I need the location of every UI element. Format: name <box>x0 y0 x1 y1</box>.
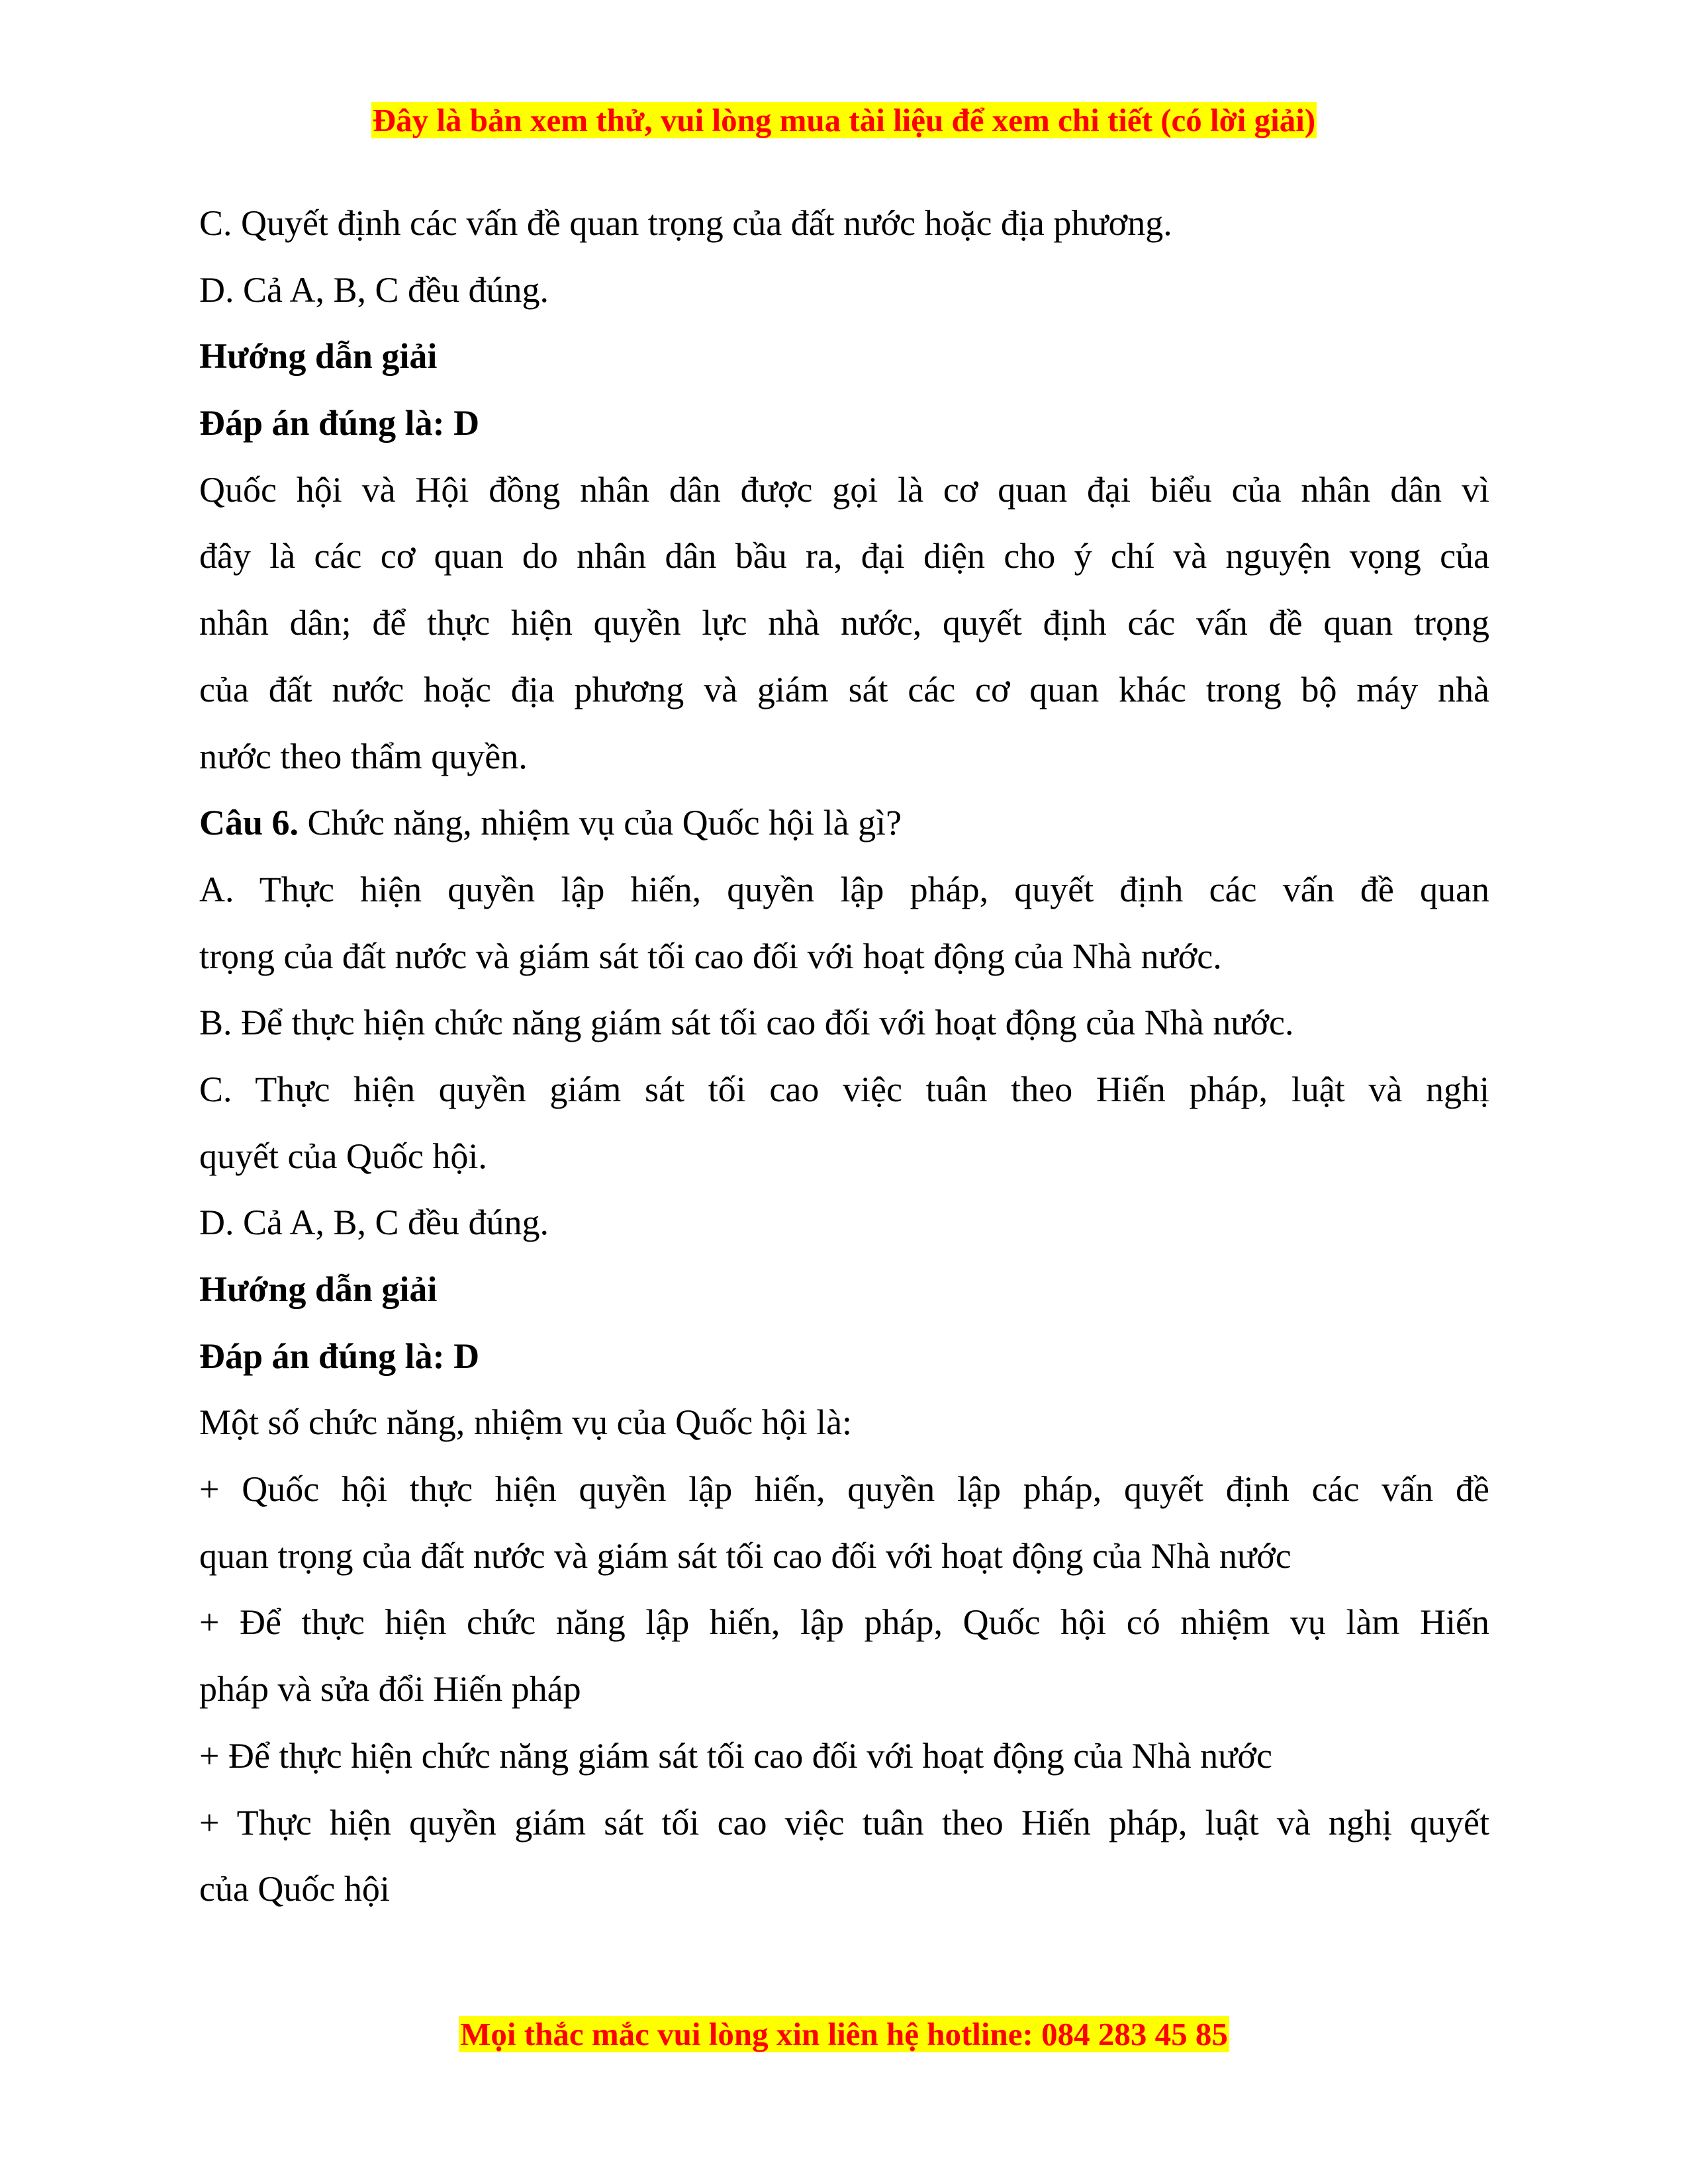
bold-text: Đáp án đúng là: D <box>199 403 480 443</box>
text-line <box>199 790 1489 856</box>
line-text: D. Cả A, B, C đều đúng. <box>199 269 549 310</box>
text-line <box>199 1256 1489 1323</box>
text-line <box>199 989 1489 1056</box>
line-text: của Quốc hội <box>199 1869 390 1909</box>
text-line <box>199 1723 1489 1790</box>
text-line <box>199 657 1489 723</box>
line-text: Chức năng, nhiệm vụ của Quốc hội là gì? <box>299 803 902 843</box>
line-text: của đất nước hoặc địa phương và giám sát các cơ quan khác trong bộ máy nhà <box>199 669 1489 709</box>
text-line <box>199 1456 1489 1523</box>
text-line <box>199 590 1489 657</box>
line-text: Một số chức năng, nhiệm vụ của Quốc hội là: <box>199 1402 853 1443</box>
bold-text: Câu 6. <box>199 803 299 843</box>
preview-notice-banner <box>0 101 1688 140</box>
text-line <box>199 1656 1489 1723</box>
hotline-banner <box>0 2015 1688 2054</box>
text-line <box>199 923 1489 990</box>
text-line <box>199 1123 1489 1190</box>
line-text: C. Thực hiện quyền giám sát tối cao việc tuân theo Hiến pháp, luật và nghị <box>199 1069 1489 1109</box>
text-line <box>199 257 1489 324</box>
text-line <box>199 1523 1489 1590</box>
bold-text: Hướng dẫn giải <box>199 336 438 377</box>
bold-text: Hướng dẫn giải <box>199 1269 438 1309</box>
text-line <box>199 457 1489 523</box>
line-text: Quốc hội và Hội đồng nhân dân được gọi là cơ quan đại biểu của nhân dân vì <box>199 469 1489 510</box>
line-text: + Để thực hiện chức năng lập hiến, lập pháp, Quốc hội có nhiệm vụ làm Hiến <box>199 1602 1489 1643</box>
line-text: quyết của Quốc hội. <box>199 1136 487 1176</box>
line-text: D. Cả A, B, C đều đúng. <box>199 1203 549 1243</box>
preview-notice-text: Đây là bản xem thử, vui lòng mua tài liệu để xem chi tiết (có lời giải) <box>372 102 1316 138</box>
text-line <box>199 1323 1489 1390</box>
text-line <box>199 1389 1489 1456</box>
text-line <box>199 190 1489 257</box>
bold-text: Đáp án đúng là: D <box>199 1336 480 1376</box>
text-line <box>199 856 1489 923</box>
text-line <box>199 523 1489 590</box>
text-line <box>199 723 1489 790</box>
text-line <box>199 390 1489 457</box>
text-line <box>199 1189 1489 1256</box>
line-text: pháp và sửa đổi Hiến pháp <box>199 1669 581 1709</box>
line-text: + Quốc hội thực hiện quyền lập hiến, quyền lập pháp, quyết định các vấn đề <box>199 1469 1489 1510</box>
line-text: + Để thực hiện chức năng giám sát tối cao đối với hoạt động của Nhà nước <box>199 1735 1272 1776</box>
text-line <box>199 323 1489 390</box>
text-line <box>199 1790 1489 1856</box>
text-line <box>199 1856 1489 1923</box>
text-line <box>199 1589 1489 1656</box>
line-text: quan trọng của đất nước và giám sát tối cao đối với hoạt động của Nhà nước <box>199 1535 1291 1576</box>
line-text: trọng của đất nước và giám sát tối cao đối với hoạt động của Nhà nước. <box>199 936 1222 976</box>
line-text: nhân dân; để thực hiện quyền lực nhà nước, quyết định các vấn đề quan trọng <box>199 603 1489 643</box>
line-text: B. Để thực hiện chức năng giám sát tối cao đối với hoạt động của Nhà nước. <box>199 1003 1294 1043</box>
line-text: C. Quyết định các vấn đề quan trọng của đất nước hoặc địa phương. <box>199 203 1172 243</box>
line-text: A. Thực hiện quyền lập hiến, quyền lập pháp, quyết định các vấn đề quan <box>199 869 1489 909</box>
line-text: đây là các cơ quan do nhân dân bầu ra, đại diện cho ý chí và nguyện vọng của <box>199 536 1489 576</box>
hotline-text: Mọi thắc mắc vui lòng xin liên hệ hotline: 084 283 45 85 <box>460 2016 1228 2052</box>
text-line <box>199 1056 1489 1123</box>
line-text: nước theo thẩm quyền. <box>199 736 528 776</box>
line-text: + Thực hiện quyền giám sát tối cao việc tuân theo Hiến pháp, luật và nghị quyết <box>199 1802 1489 1843</box>
document-body <box>199 190 1489 1923</box>
